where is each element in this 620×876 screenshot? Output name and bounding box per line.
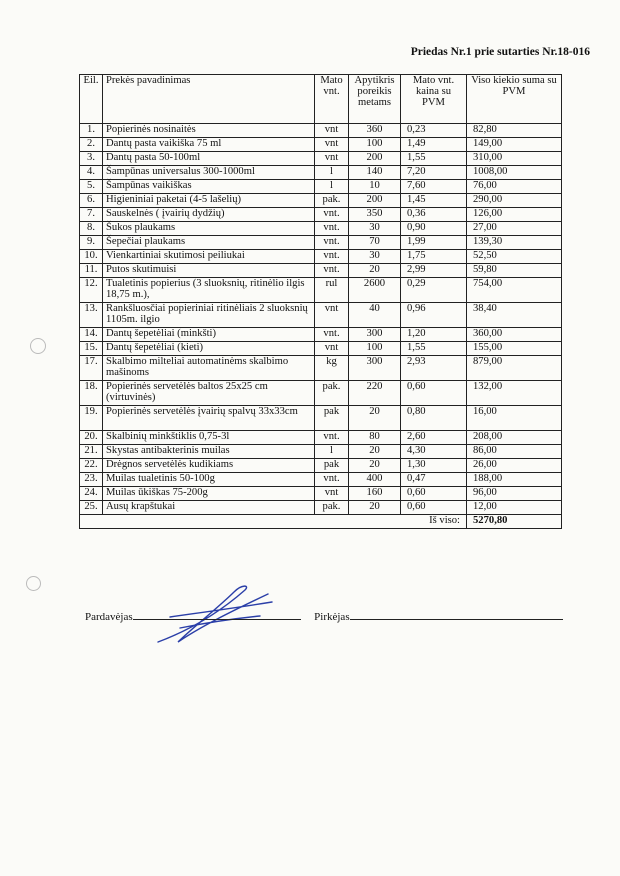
cell-unit: vnt — [315, 303, 349, 328]
cell-name: Popierinės servetėlės baltos 25x25 cm (virtuvinės) — [103, 381, 315, 406]
cell-unit: vnt. — [315, 250, 349, 264]
cell-unit: pak — [315, 406, 349, 431]
cell-price: 4,30 — [401, 445, 467, 459]
cell-qty: 140 — [349, 166, 401, 180]
cell-qty: 400 — [349, 473, 401, 487]
items-table — [79, 74, 562, 529]
signature-row — [85, 611, 585, 623]
cell-qty: 350 — [349, 208, 401, 222]
cell-unit: pak — [315, 459, 349, 473]
cell-no: 2. — [80, 138, 103, 152]
cell-price: 0,60 — [401, 501, 467, 515]
cell-no: 6. — [80, 194, 103, 208]
cell-price: 0,80 — [401, 406, 467, 431]
cell-price: 2,99 — [401, 264, 467, 278]
cell-no: 24. — [80, 487, 103, 501]
table-row — [80, 166, 562, 180]
cell-unit: l — [315, 180, 349, 194]
table-row — [80, 180, 562, 194]
cell-price: 1,45 — [401, 194, 467, 208]
cell-name: Sauskelnės ( įvairių dydžių) — [103, 208, 315, 222]
cell-no: 15. — [80, 342, 103, 356]
cell-name: Popierinės servetėlės įvairių spalvų 33x33cm — [103, 406, 315, 431]
cell-price: 1,49 — [401, 138, 467, 152]
cell-qty: 160 — [349, 487, 401, 501]
cell-name: Dantų šepetėliai (kieti) — [103, 342, 315, 356]
cell-unit: l — [315, 166, 349, 180]
cell-total: 126,00 — [467, 208, 562, 222]
cell-qty: 20 — [349, 501, 401, 515]
cell-name: Vienkartiniai skutimosi peiliukai — [103, 250, 315, 264]
cell-name: Dantų pasta 50-100ml — [103, 152, 315, 166]
table-row — [80, 342, 562, 356]
table-row — [80, 406, 562, 431]
cell-name: Ausų krapštukai — [103, 501, 315, 515]
table-row — [80, 222, 562, 236]
cell-price: 1,75 — [401, 250, 467, 264]
cell-name: Tualetinis popierius (3 sluoksnių, ritinėlio ilgis 18,75 m.), — [103, 278, 315, 303]
cell-price: 1,30 — [401, 459, 467, 473]
cell-qty: 200 — [349, 152, 401, 166]
cell-name: Rankšluosčiai popieriniai ritinėliais 2 sluoksnių 1105m. ilgio — [103, 303, 315, 328]
cell-name: Putos skutimuisi — [103, 264, 315, 278]
cell-name: Skalbimo milteliai automatinėms skalbimo mašinoms — [103, 356, 315, 381]
cell-price: 7,20 — [401, 166, 467, 180]
cell-no: 9. — [80, 236, 103, 250]
cell-name: Skalbinių minkštiklis 0,75-3l — [103, 431, 315, 445]
cell-price: 1,99 — [401, 236, 467, 250]
cell-no: 14. — [80, 328, 103, 342]
cell-total: 149,00 — [467, 138, 562, 152]
cell-qty: 100 — [349, 342, 401, 356]
cell-price: 7,60 — [401, 180, 467, 194]
cell-qty: 300 — [349, 328, 401, 342]
cell-name: Popierinės nosinaitės — [103, 124, 315, 138]
cell-unit: kg — [315, 356, 349, 381]
cell-total: 310,00 — [467, 152, 562, 166]
cell-unit: pak. — [315, 381, 349, 406]
cell-name: Skystas antibakterinis muilas — [103, 445, 315, 459]
cell-price: 0,36 — [401, 208, 467, 222]
cell-total: 38,40 — [467, 303, 562, 328]
cell-name: Higieniniai paketai (4-5 lašelių) — [103, 194, 315, 208]
table-row — [80, 328, 562, 342]
cell-qty: 20 — [349, 406, 401, 431]
cell-total: 96,00 — [467, 487, 562, 501]
col-header-total: Viso kiekio suma su PVM — [467, 75, 562, 124]
cell-no: 23. — [80, 473, 103, 487]
cell-no: 21. — [80, 445, 103, 459]
cell-total: 59,80 — [467, 264, 562, 278]
cell-no: 1. — [80, 124, 103, 138]
cell-total: 12,00 — [467, 501, 562, 515]
cell-name: Drėgnos servetėlės kudikiams — [103, 459, 315, 473]
cell-no: 3. — [80, 152, 103, 166]
cell-name: Šepečiai plaukams — [103, 236, 315, 250]
table-row — [80, 356, 562, 381]
table-row — [80, 473, 562, 487]
cell-qty: 80 — [349, 431, 401, 445]
cell-total: 208,00 — [467, 431, 562, 445]
seller-signature-line — [133, 619, 301, 620]
cell-unit: vnt — [315, 487, 349, 501]
total-label: Iš viso: — [80, 515, 467, 529]
cell-no: 12. — [80, 278, 103, 303]
cell-no: 10. — [80, 250, 103, 264]
punch-hole-mark — [30, 338, 46, 354]
cell-no: 7. — [80, 208, 103, 222]
cell-unit: vnt. — [315, 236, 349, 250]
cell-qty: 10 — [349, 180, 401, 194]
cell-unit: l — [315, 445, 349, 459]
cell-qty: 100 — [349, 138, 401, 152]
cell-qty: 2600 — [349, 278, 401, 303]
table-row — [80, 138, 562, 152]
cell-price: 1,55 — [401, 342, 467, 356]
cell-qty: 360 — [349, 124, 401, 138]
buyer-signature-line — [350, 619, 563, 620]
cell-qty: 30 — [349, 250, 401, 264]
cell-qty: 70 — [349, 236, 401, 250]
cell-price: 0,96 — [401, 303, 467, 328]
cell-unit: vnt — [315, 138, 349, 152]
cell-name: Šukos plaukams — [103, 222, 315, 236]
cell-unit: pak. — [315, 194, 349, 208]
cell-qty: 300 — [349, 356, 401, 381]
cell-total: 27,00 — [467, 222, 562, 236]
cell-unit: vnt — [315, 152, 349, 166]
cell-total: 879,00 — [467, 356, 562, 381]
table-row — [80, 152, 562, 166]
cell-unit: vnt. — [315, 473, 349, 487]
table-row — [80, 445, 562, 459]
cell-name: Muilas ūkiškas 75-200g — [103, 487, 315, 501]
cell-no: 17. — [80, 356, 103, 381]
table-row — [80, 194, 562, 208]
cell-qty: 40 — [349, 303, 401, 328]
cell-price: 0,23 — [401, 124, 467, 138]
cell-total: 188,00 — [467, 473, 562, 487]
cell-unit: vnt — [315, 342, 349, 356]
cell-price: 1,20 — [401, 328, 467, 342]
cell-qty: 20 — [349, 445, 401, 459]
cell-unit: vnt. — [315, 208, 349, 222]
cell-price: 0,60 — [401, 487, 467, 501]
table-row — [80, 124, 562, 138]
cell-no: 18. — [80, 381, 103, 406]
col-header-unit: Mato vnt. — [315, 75, 349, 124]
cell-total: 360,00 — [467, 328, 562, 342]
table-row — [80, 278, 562, 303]
cell-total: 16,00 — [467, 406, 562, 431]
cell-no: 8. — [80, 222, 103, 236]
cell-no: 25. — [80, 501, 103, 515]
table-header-row — [80, 75, 562, 124]
cell-no: 4. — [80, 166, 103, 180]
cell-total: 26,00 — [467, 459, 562, 473]
cell-name: Šampūnas universalus 300-1000ml — [103, 166, 315, 180]
annex-title: Priedas Nr.1 prie sutarties Nr.18-016 — [410, 46, 590, 58]
cell-no: 11. — [80, 264, 103, 278]
table-row — [80, 487, 562, 501]
cell-no: 22. — [80, 459, 103, 473]
col-header-price: Mato vnt. kaina su PVM — [401, 75, 467, 124]
cell-total: 155,00 — [467, 342, 562, 356]
cell-total: 1008,00 — [467, 166, 562, 180]
cell-unit: vnt — [315, 124, 349, 138]
cell-no: 20. — [80, 431, 103, 445]
cell-total: 86,00 — [467, 445, 562, 459]
cell-no: 13. — [80, 303, 103, 328]
cell-unit: rul — [315, 278, 349, 303]
cell-total: 52,50 — [467, 250, 562, 264]
total-value: 5270,80 — [467, 515, 562, 529]
cell-total: 82,80 — [467, 124, 562, 138]
col-header-no: Eil. — [80, 75, 103, 124]
cell-total: 754,00 — [467, 278, 562, 303]
table-row — [80, 459, 562, 473]
col-header-name: Prekės pavadinimas — [103, 75, 315, 124]
cell-name: Šampūnas vaikiškas — [103, 180, 315, 194]
cell-name: Dantų šepetėliai (minkšti) — [103, 328, 315, 342]
table-row — [80, 501, 562, 515]
total-row — [80, 515, 562, 529]
cell-unit: vnt. — [315, 222, 349, 236]
cell-unit: vnt. — [315, 431, 349, 445]
cell-price: 0,90 — [401, 222, 467, 236]
cell-total: 132,00 — [467, 381, 562, 406]
cell-total: 139,30 — [467, 236, 562, 250]
cell-qty: 30 — [349, 222, 401, 236]
cell-qty: 20 — [349, 264, 401, 278]
table-row — [80, 250, 562, 264]
cell-price: 0,47 — [401, 473, 467, 487]
cell-total: 290,00 — [467, 194, 562, 208]
cell-total: 76,00 — [467, 180, 562, 194]
col-header-qty: Apytikris poreikis metams — [349, 75, 401, 124]
cell-name: Dantų pasta vaikiška 75 ml — [103, 138, 315, 152]
cell-qty: 200 — [349, 194, 401, 208]
cell-price: 2,93 — [401, 356, 467, 381]
punch-hole-mark — [26, 576, 41, 591]
table-row — [80, 303, 562, 328]
cell-no: 5. — [80, 180, 103, 194]
table-row — [80, 381, 562, 406]
table-row — [80, 236, 562, 250]
cell-unit: pak. — [315, 501, 349, 515]
cell-qty: 220 — [349, 381, 401, 406]
cell-name: Muilas tualetinis 50-100g — [103, 473, 315, 487]
table-row — [80, 264, 562, 278]
buyer-label: Pirkėjas — [314, 611, 350, 623]
cell-price: 2,60 — [401, 431, 467, 445]
table-row — [80, 208, 562, 222]
cell-price: 0,60 — [401, 381, 467, 406]
cell-unit: vnt. — [315, 264, 349, 278]
seller-label: Pardavėjas — [85, 611, 133, 623]
cell-unit: vnt. — [315, 328, 349, 342]
cell-no: 19. — [80, 406, 103, 431]
cell-qty: 20 — [349, 459, 401, 473]
table-row — [80, 431, 562, 445]
cell-price: 0,29 — [401, 278, 467, 303]
cell-price: 1,55 — [401, 152, 467, 166]
